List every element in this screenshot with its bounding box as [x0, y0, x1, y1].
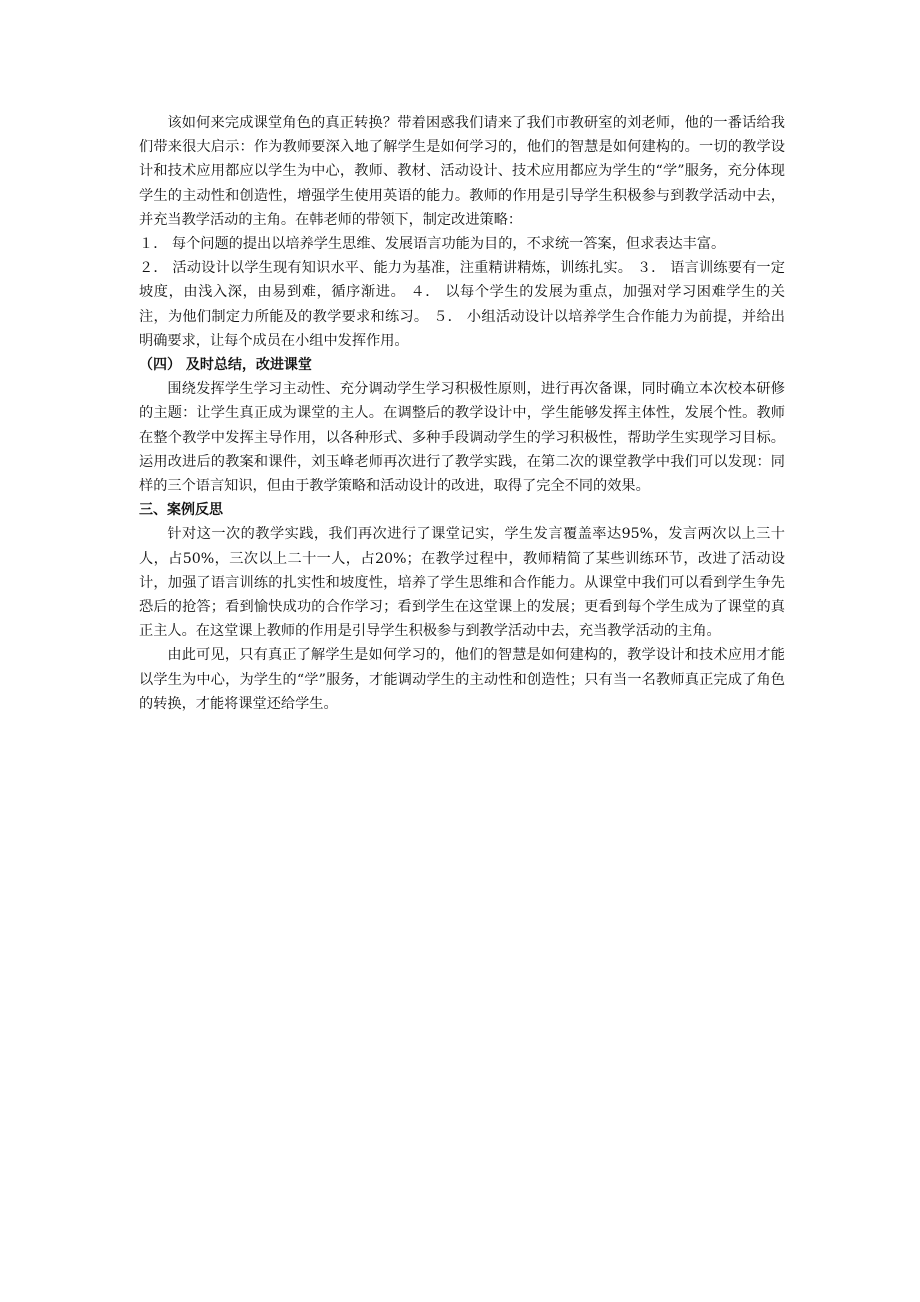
strategy-items-2-5: ２． 活动设计以学生现有知识水平、能力为基准，注重精讲精炼，训练扎实。 ３． 语言训练要有一定坡度，由浅入深，由易到难，循序渐进。 ４． 以每个学生的发展为重点，加强对学习困难学生的关注，为他们制定力所能及的教学要求和练习。 ５． 小组活动设计以培养学生合作能力为前提，并给出明确要求，让每个成员在小组中发挥作用。 — [139, 260, 785, 349]
paragraph-conclusion: 由此可见，只有真正了解学生是如何学习的，他们的智慧是如何建构的，教学设计和技术应用才能以学生为中心，为学生的“学”服务，才能调动学生的主动性和创造性；只有当一名教师真正完成了角色的转换，才能将课堂还给学生。 — [139, 647, 785, 712]
section-heading-summary: （四） 及时总结，改进课堂 — [139, 357, 312, 374]
paragraph-strategy-intro: 该如何来完成课堂角色的真正转换？带着困惑我们请来了我们市教研室的刘老师，他的一番话给我们带来很大启示：作为教师要深入地了解学生是如何学习的，他们的智慧是如何建构的。一切的教学设计和技术应用都应以学生为中心，教师、教材、活动设计、技术应用都应为学生的“学”服务，充分体现学生的主动性和创造性，增强学生使用英语的能力。教师的作用是引导学生积极参与到教学活动中去，并充当教学活动的主角。在韩老师的带领下，制定改进策略： — [139, 115, 785, 228]
strategy-item-1: １． 每个问题的提出以培养学生思维、发展语言功能为目的，不求统一答案，但求表达丰富。 — [139, 236, 726, 253]
paragraph-summary: 围绕发挥学生学习主动性、充分调动学生学习积极性原则，进行再次备课，同时确立本次校本研修的主题：让学生真正成为课堂的主人。在调整后的教学设计中，学生能够发挥主体性，发展个性。教师在整个教学中发挥主导作用，以各种形式、多种手段调动学生的学习积极性，帮助学生实现学习目标。运用改进后的教案和课件，刘玉峰老师再次进行了教学实践，在第二次的课堂教学中我们可以发现：同样的三个语言知识，但由于教学策略和活动设计的改进，取得了完全不同的效果。 — [139, 381, 785, 495]
section-heading-reflection: 三、案例反思 — [139, 502, 223, 519]
document-body — [139, 111, 785, 716]
paragraph-reflection: 针对这一次的教学实践，我们再次进行了课堂记实，学生发言覆盖率达95%，发言两次以上三十人，占50%，三次以上二十一人，占20%；在教学过程中，教师精简了某些训练环节，改进了活动设计，加强了语言训练的扎实性和坡度性，培养了学生思维和合作能力。从课堂中我们可以看到学生争先恐后的抢答；看到愉快成功的合作学习；看到学生在这堂课上的发展；更看到每个学生成为了课堂的真正主人。在这堂课上教师的作用是引导学生积极参与到教学活动中去，充当教学活动的主角。 — [139, 526, 785, 640]
